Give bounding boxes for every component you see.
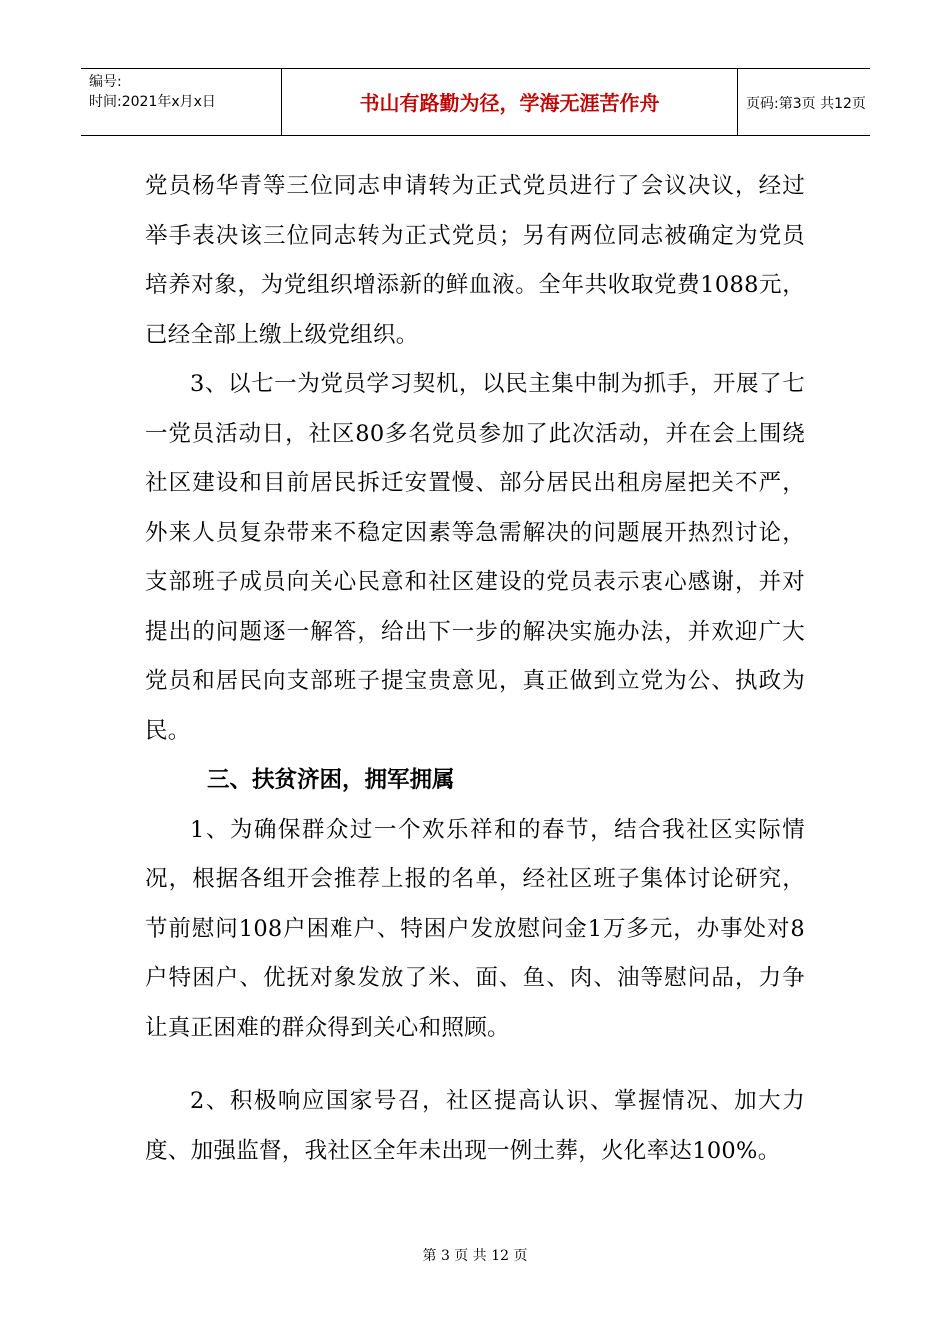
document-body — [145, 162, 805, 1176]
document-number-label: 编号: — [89, 74, 122, 90]
header-page-cell — [738, 69, 870, 135]
paragraph-cremation: 2、积极响应国家号召，社区提高认识、掌握情况、加大力度、加强监督，我社区全年未出现一例土葬，火化率达100%。 — [145, 1088, 805, 1164]
paragraph-gap — [145, 1053, 805, 1077]
paragraph-july-first: 3、以七一为党员学习契机，以民主集中制为抓手，开展了七一党员活动日，社区80多名党员参加了此次活动，并在会上围绕社区建设和目前居民拆迁安置慢、部分居民出租房屋把关不严，外来人员复杂带来不稳定因素等急需解决的问题展开热烈讨论，支部班子成员向关心民意和社区建设的党员表示衷心感谢，并对提出的问题逐一解答，给出下一步的解决实施办法，并欢迎广大党员和居民向支部班子提宝贵意见，真正做到立党为公、执政为民。 — [145, 371, 805, 744]
header-motto: 书山有路勤为径，学海无涯苦作舟 — [359, 91, 660, 115]
header-page-label: 页码:第3页 共12页 — [746, 96, 866, 112]
document-date-label: 时间:2021年x月x日 — [89, 94, 216, 110]
document-header — [81, 68, 870, 136]
paragraph-spring-festival: 1、为确保群众过一个欢乐祥和的春节，结合我社区实际情况，根据各组开会推荐上报的名单，经社区班子集体讨论研究，节前慰问108户困难户、特困户发放慰问金1万多元，办事处对8户特困户、优抚对象发放了米、面、鱼、肉、油等慰问品，力争让真正困难的群众得到关心和照顾。 — [145, 816, 805, 1041]
paragraph-party-members: 党员杨华青等三位同志申请转为正式党员进行了会议决议，经过举手表决该三位同志转为正式党员；另有两位同志被确定为党员培养对象，为党组织增添新的鲜血液。全年共收取党费1088元，已经全部上缴上级党组织。 — [145, 173, 805, 348]
header-meta-cell — [81, 69, 281, 135]
section-heading-poverty-relief: 三、扶贫济困，拥军拥属 — [207, 767, 455, 793]
page-footer: 第 3 页 共 12 页 — [422, 1248, 528, 1264]
header-motto-cell — [281, 69, 738, 135]
